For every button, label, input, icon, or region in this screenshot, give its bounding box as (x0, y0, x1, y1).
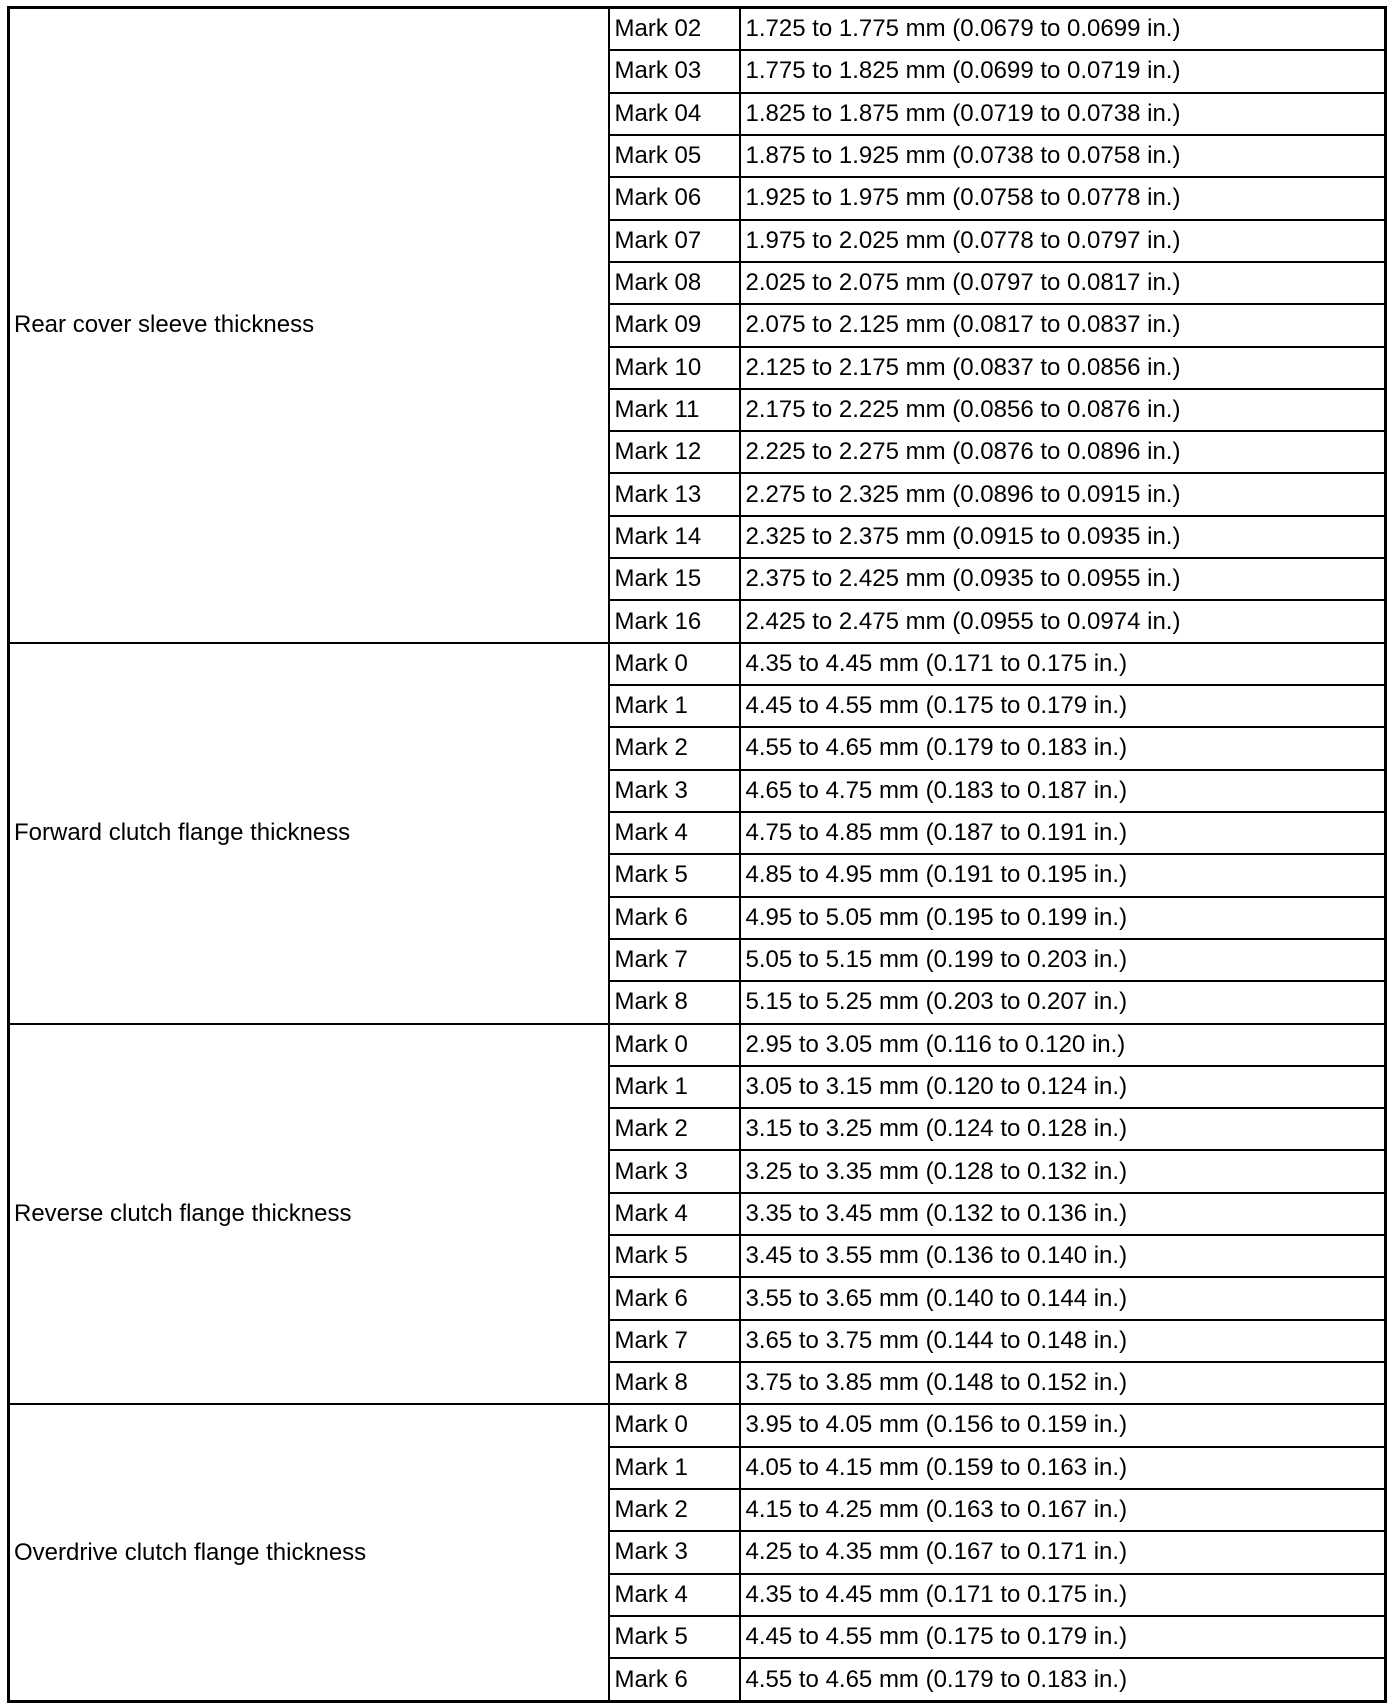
value-cell: 3.35 to 3.45 mm (0.132 to 0.136 in.) (740, 1193, 1386, 1235)
table-row (9, 643, 1386, 685)
value-cell: 3.65 to 3.75 mm (0.144 to 0.148 in.) (740, 1320, 1386, 1362)
value-cell: 1.875 to 1.925 mm (0.0738 to 0.0758 in.) (740, 135, 1386, 177)
mark-cell: Mark 3 (609, 1150, 740, 1192)
value-cell: 1.725 to 1.775 mm (0.0679 to 0.0699 in.) (740, 8, 1386, 51)
mark-cell: Mark 11 (609, 389, 740, 431)
table-row (9, 8, 1386, 51)
item-label: Forward clutch flange thickness (9, 643, 609, 1024)
value-cell: 2.025 to 2.075 mm (0.0797 to 0.0817 in.) (740, 262, 1386, 304)
mark-cell: Mark 15 (609, 558, 740, 600)
mark-cell: Mark 1 (609, 1066, 740, 1108)
mark-cell: Mark 6 (609, 897, 740, 939)
value-cell: 2.075 to 2.125 mm (0.0817 to 0.0837 in.) (740, 304, 1386, 346)
mark-cell: Mark 1 (609, 1447, 740, 1489)
value-cell: 2.95 to 3.05 mm (0.116 to 0.120 in.) (740, 1024, 1386, 1066)
mark-cell: Mark 0 (609, 1024, 740, 1066)
value-cell: 2.275 to 2.325 mm (0.0896 to 0.0915 in.) (740, 473, 1386, 515)
spec-table (7, 6, 1387, 1703)
mark-cell: Mark 04 (609, 93, 740, 135)
mark-cell: Mark 08 (609, 262, 740, 304)
value-cell: 3.75 to 3.85 mm (0.148 to 0.152 in.) (740, 1362, 1386, 1404)
table-row (9, 1024, 1386, 1066)
value-cell: 3.05 to 3.15 mm (0.120 to 0.124 in.) (740, 1066, 1386, 1108)
mark-cell: Mark 03 (609, 50, 740, 92)
value-cell: 1.825 to 1.875 mm (0.0719 to 0.0738 in.) (740, 93, 1386, 135)
mark-cell: Mark 0 (609, 1404, 740, 1446)
mark-cell: Mark 12 (609, 431, 740, 473)
mark-cell: Mark 10 (609, 347, 740, 389)
mark-cell: Mark 14 (609, 516, 740, 558)
mark-cell: Mark 5 (609, 854, 740, 896)
mark-cell: Mark 4 (609, 812, 740, 854)
mark-cell: Mark 07 (609, 220, 740, 262)
mark-cell: Mark 2 (609, 1489, 740, 1531)
mark-cell: Mark 7 (609, 1320, 740, 1362)
mark-cell: Mark 1 (609, 685, 740, 727)
value-cell: 4.95 to 5.05 mm (0.195 to 0.199 in.) (740, 897, 1386, 939)
mark-cell: Mark 2 (609, 1108, 740, 1150)
value-cell: 5.15 to 5.25 mm (0.203 to 0.207 in.) (740, 981, 1386, 1023)
value-cell: 3.55 to 3.65 mm (0.140 to 0.144 in.) (740, 1277, 1386, 1319)
value-cell: 1.775 to 1.825 mm (0.0699 to 0.0719 in.) (740, 50, 1386, 92)
value-cell: 2.125 to 2.175 mm (0.0837 to 0.0856 in.) (740, 347, 1386, 389)
value-cell: 5.05 to 5.15 mm (0.199 to 0.203 in.) (740, 939, 1386, 981)
value-cell: 3.15 to 3.25 mm (0.124 to 0.128 in.) (740, 1108, 1386, 1150)
mark-cell: Mark 7 (609, 939, 740, 981)
mark-cell: Mark 6 (609, 1658, 740, 1701)
mark-cell: Mark 3 (609, 770, 740, 812)
value-cell: 2.375 to 2.425 mm (0.0935 to 0.0955 in.) (740, 558, 1386, 600)
mark-cell: Mark 8 (609, 981, 740, 1023)
value-cell: 2.175 to 2.225 mm (0.0856 to 0.0876 in.) (740, 389, 1386, 431)
mark-cell: Mark 6 (609, 1277, 740, 1319)
mark-cell: Mark 16 (609, 600, 740, 642)
value-cell: 4.05 to 4.15 mm (0.159 to 0.163 in.) (740, 1447, 1386, 1489)
value-cell: 4.55 to 4.65 mm (0.179 to 0.183 in.) (740, 727, 1386, 769)
value-cell: 4.35 to 4.45 mm (0.171 to 0.175 in.) (740, 643, 1386, 685)
value-cell: 3.45 to 3.55 mm (0.136 to 0.140 in.) (740, 1235, 1386, 1277)
value-cell: 4.75 to 4.85 mm (0.187 to 0.191 in.) (740, 812, 1386, 854)
value-cell: 4.45 to 4.55 mm (0.175 to 0.179 in.) (740, 1616, 1386, 1658)
spec-table-body (9, 8, 1386, 1702)
value-cell: 4.25 to 4.35 mm (0.167 to 0.171 in.) (740, 1531, 1386, 1573)
item-label: Rear cover sleeve thickness (9, 8, 609, 643)
value-cell: 1.925 to 1.975 mm (0.0758 to 0.0778 in.) (740, 177, 1386, 219)
value-cell: 4.65 to 4.75 mm (0.183 to 0.187 in.) (740, 770, 1386, 812)
value-cell: 4.35 to 4.45 mm (0.171 to 0.175 in.) (740, 1574, 1386, 1616)
value-cell: 2.325 to 2.375 mm (0.0915 to 0.0935 in.) (740, 516, 1386, 558)
value-cell: 4.85 to 4.95 mm (0.191 to 0.195 in.) (740, 854, 1386, 896)
mark-cell: Mark 06 (609, 177, 740, 219)
table-row (9, 1404, 1386, 1446)
mark-cell: Mark 0 (609, 643, 740, 685)
mark-cell: Mark 05 (609, 135, 740, 177)
value-cell: 4.55 to 4.65 mm (0.179 to 0.183 in.) (740, 1658, 1386, 1701)
mark-cell: Mark 3 (609, 1531, 740, 1573)
mark-cell: Mark 8 (609, 1362, 740, 1404)
value-cell: 2.425 to 2.475 mm (0.0955 to 0.0974 in.) (740, 600, 1386, 642)
value-cell: 4.45 to 4.55 mm (0.175 to 0.179 in.) (740, 685, 1386, 727)
mark-cell: Mark 5 (609, 1235, 740, 1277)
item-label: Reverse clutch flange thickness (9, 1024, 609, 1405)
mark-cell: Mark 02 (609, 8, 740, 51)
value-cell: 3.25 to 3.35 mm (0.128 to 0.132 in.) (740, 1150, 1386, 1192)
mark-cell: Mark 09 (609, 304, 740, 346)
value-cell: 1.975 to 2.025 mm (0.0778 to 0.0797 in.) (740, 220, 1386, 262)
value-cell: 3.95 to 4.05 mm (0.156 to 0.159 in.) (740, 1404, 1386, 1446)
mark-cell: Mark 5 (609, 1616, 740, 1658)
value-cell: 2.225 to 2.275 mm (0.0876 to 0.0896 in.) (740, 431, 1386, 473)
mark-cell: Mark 13 (609, 473, 740, 515)
value-cell: 4.15 to 4.25 mm (0.163 to 0.167 in.) (740, 1489, 1386, 1531)
mark-cell: Mark 4 (609, 1193, 740, 1235)
mark-cell: Mark 4 (609, 1574, 740, 1616)
mark-cell: Mark 2 (609, 727, 740, 769)
item-label: Overdrive clutch flange thickness (9, 1404, 609, 1701)
